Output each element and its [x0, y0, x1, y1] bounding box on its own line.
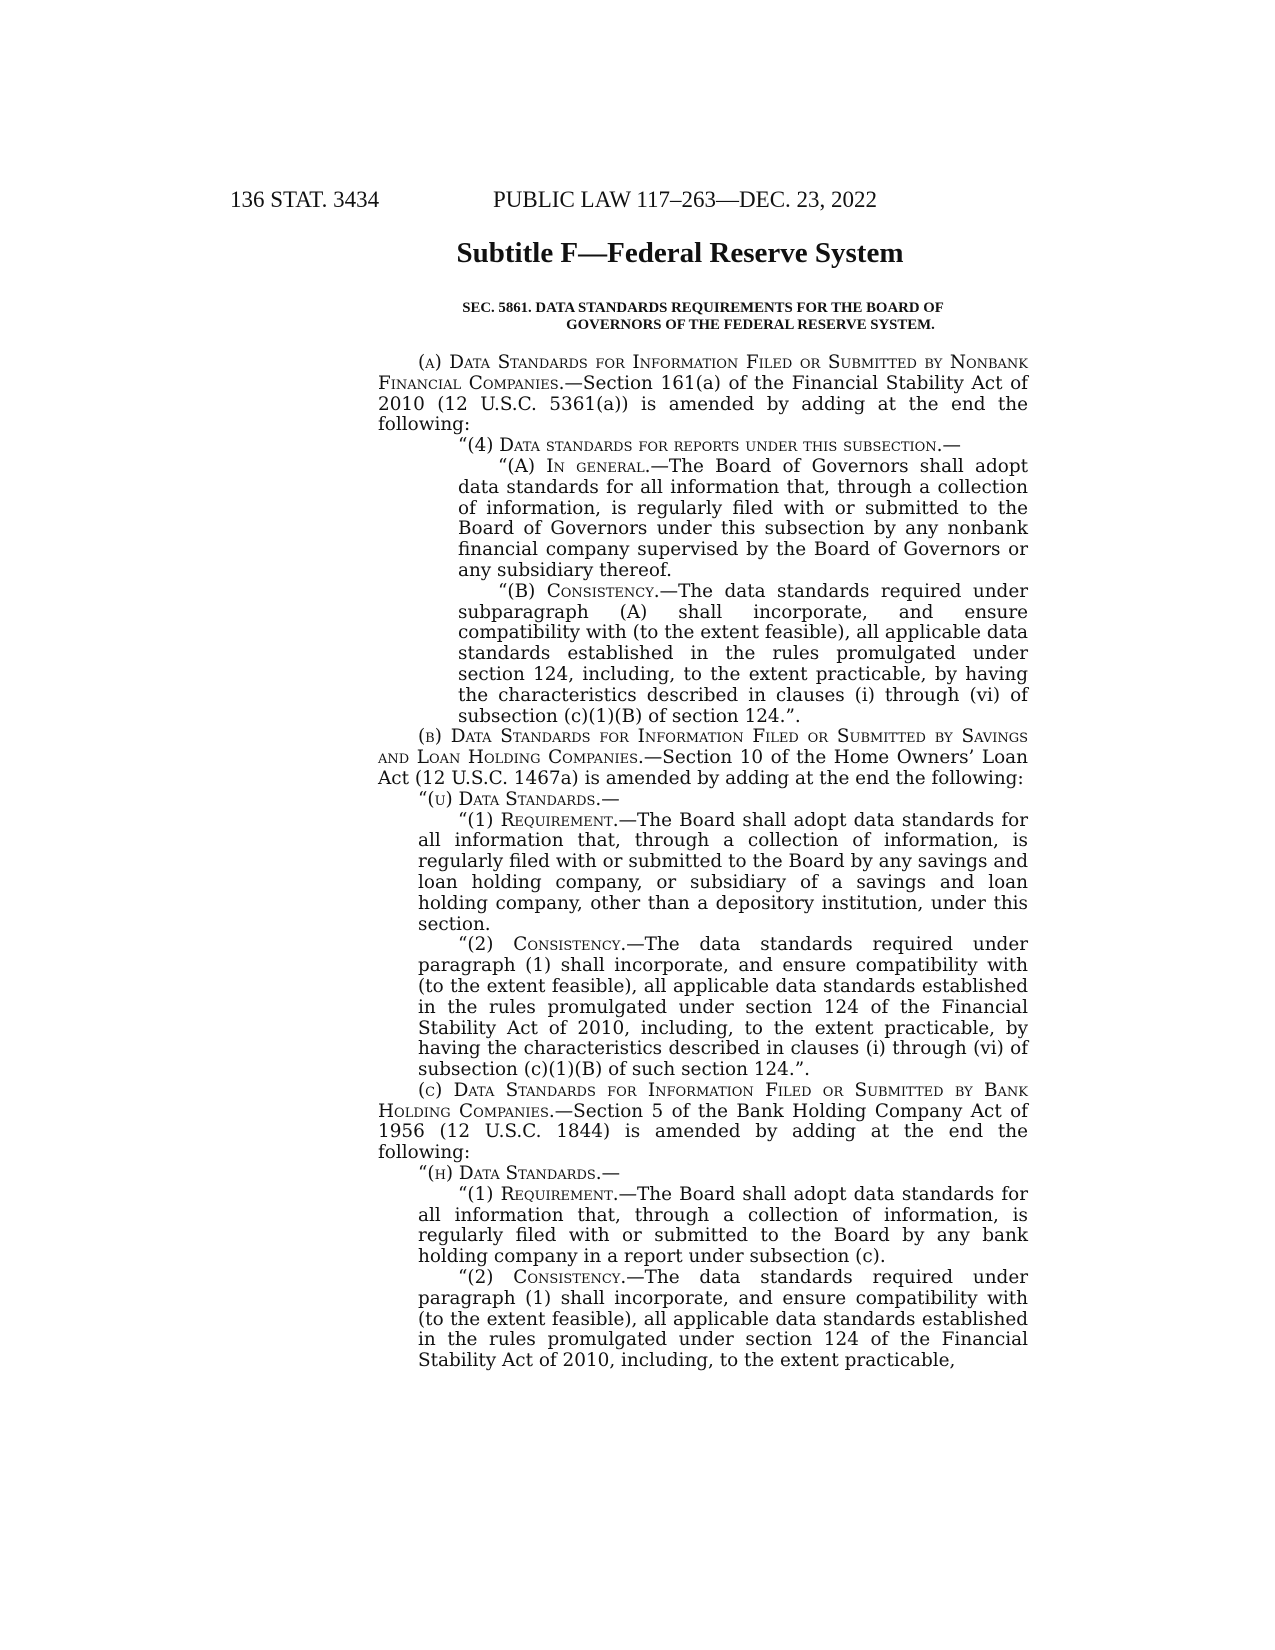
stat-page-reference: 136 STAT. 3434 — [230, 187, 380, 212]
paragraph-u1-caption: “(1) Requirement.— — [458, 809, 638, 831]
subsection-c — [378, 1081, 1028, 1164]
paragraph-u2-text: The data standards required under paragraph (1) shall incorporate, and ensure compatibility with (to the extent feasible), all applicable data standards established in the rules promulgated under section 124 of the Financial Stability Act of 2010, including, to the extent practicable, by having the characteristics described in clauses (i) through (vi) of subsection (c)(1)(B) of such section 124.”. — [418, 934, 1028, 1081]
paragraph-u1-text: The Board shall adopt data standards for all information that, through a collection of information, is regularly filed with or submitted to the Board by any savings and loan holding company, or subsidiary of a savings and loan holding company, other than a depository institution, under this section. — [418, 809, 1028, 935]
running-header — [230, 186, 930, 214]
subsection-h-caption: “(h) Data Standards.— — [418, 1163, 621, 1185]
body-text — [378, 300, 1028, 1372]
subparagraph-aA-caption: “(A) In general.— — [498, 455, 669, 477]
section-heading-line2: GOVERNORS OF THE FEDERAL RESERVE SYSTEM. — [566, 317, 935, 333]
paragraph-h1-text: The Board shall adopt data standards for all information that, through a collection of information, is regularly filed with or submitted to the Board by any bank holding company in a report under subsection (c). — [418, 1183, 1028, 1268]
subparagraph-aB-text: The data standards required under subparagraph (A) shall incorporate, and ensure compatibility with (to the extent feasible), all applicable data standards established in the rules promulgated under section 124, including, to the extent practicable, by having the characteristics described in clauses (i) through (vi) of subsection (c)(1)(B) of section 124.”. — [458, 580, 1029, 727]
subsection-a — [378, 353, 1028, 436]
subsection-a-text: Section 161(a) of the Financial Stability Act of 2010 (12 U.S.C. 5361(a)) is amended by adding at the end the following: — [378, 372, 1028, 436]
subparagraph-aB — [378, 582, 1028, 728]
subparagraph-aB-caption: “(B) Consistency.— — [498, 580, 679, 602]
section-heading — [378, 300, 1028, 334]
public-law-reference: PUBLIC LAW 117–263—DEC. 23, 2022 — [493, 187, 878, 212]
paragraph-h2-text: The data standards required under paragraph (1) shall incorporate, and ensure compatibility with (to the extent feasible), all applicable data standards established in the rules promulgated under section 124 of the Financial Stability Act of 2010, including, to the extent practicable, — [418, 1267, 1028, 1372]
paragraph-h2 — [378, 1268, 1028, 1372]
paragraph-h1-caption: “(1) Requirement.— — [458, 1183, 638, 1205]
paragraph-h2-caption: “(2) Consistency.— — [458, 1267, 645, 1289]
subsection-u-caption: “(u) Data Standards.— — [418, 788, 620, 810]
subsection-b — [378, 727, 1028, 789]
paragraph-a4 — [378, 436, 1028, 457]
subtitle-heading: Subtitle F—Federal Reserve System — [456, 237, 904, 269]
subsection-c-caption: (c) Data Standards for Information Filed or Submitted by Bank Holding Companies.— — [378, 1079, 1028, 1122]
subparagraph-aA — [378, 457, 1028, 582]
paragraph-u1 — [378, 811, 1028, 936]
paragraph-u2-caption: “(2) Consistency.— — [458, 934, 645, 956]
paragraph-a4-caption: “(4) Data standards for reports under this subsection.— — [458, 435, 961, 457]
paragraph-h1 — [378, 1185, 1028, 1268]
subsection-b-caption: (b) Data Standards for Information Filed or Submitted by Savings and Loan Holding Companies.— — [378, 726, 1028, 769]
subsection-h — [378, 1164, 1028, 1185]
paragraph-u2 — [378, 935, 1028, 1081]
subsection-u — [378, 790, 1028, 811]
section-heading-line1: SEC. 5861. DATA STANDARDS REQUIREMENTS FOR THE BOARD OF — [462, 300, 944, 316]
subsection-b-text: Section 10 of the Home Owners’ Loan Act (12 U.S.C. 1467a) is amended by adding at the end the following: — [378, 747, 1028, 789]
subparagraph-aA-text: The Board of Governors shall adopt data standards for all information that, through a collection of information, is regularly filed with or submitted to the Board of Governors under this subsection by any nonbank financial company supervised by the Board of Governors or any subsidiary thereof. — [458, 455, 1028, 581]
subsection-c-text: Section 5 of the Bank Holding Company Act of 1956 (12 U.S.C. 1844) is amended by adding at the end the following: — [378, 1100, 1028, 1164]
subsection-a-caption: (a) Data Standards for Information Filed or Submitted by Nonbank Financial Companies.— — [378, 352, 1028, 394]
